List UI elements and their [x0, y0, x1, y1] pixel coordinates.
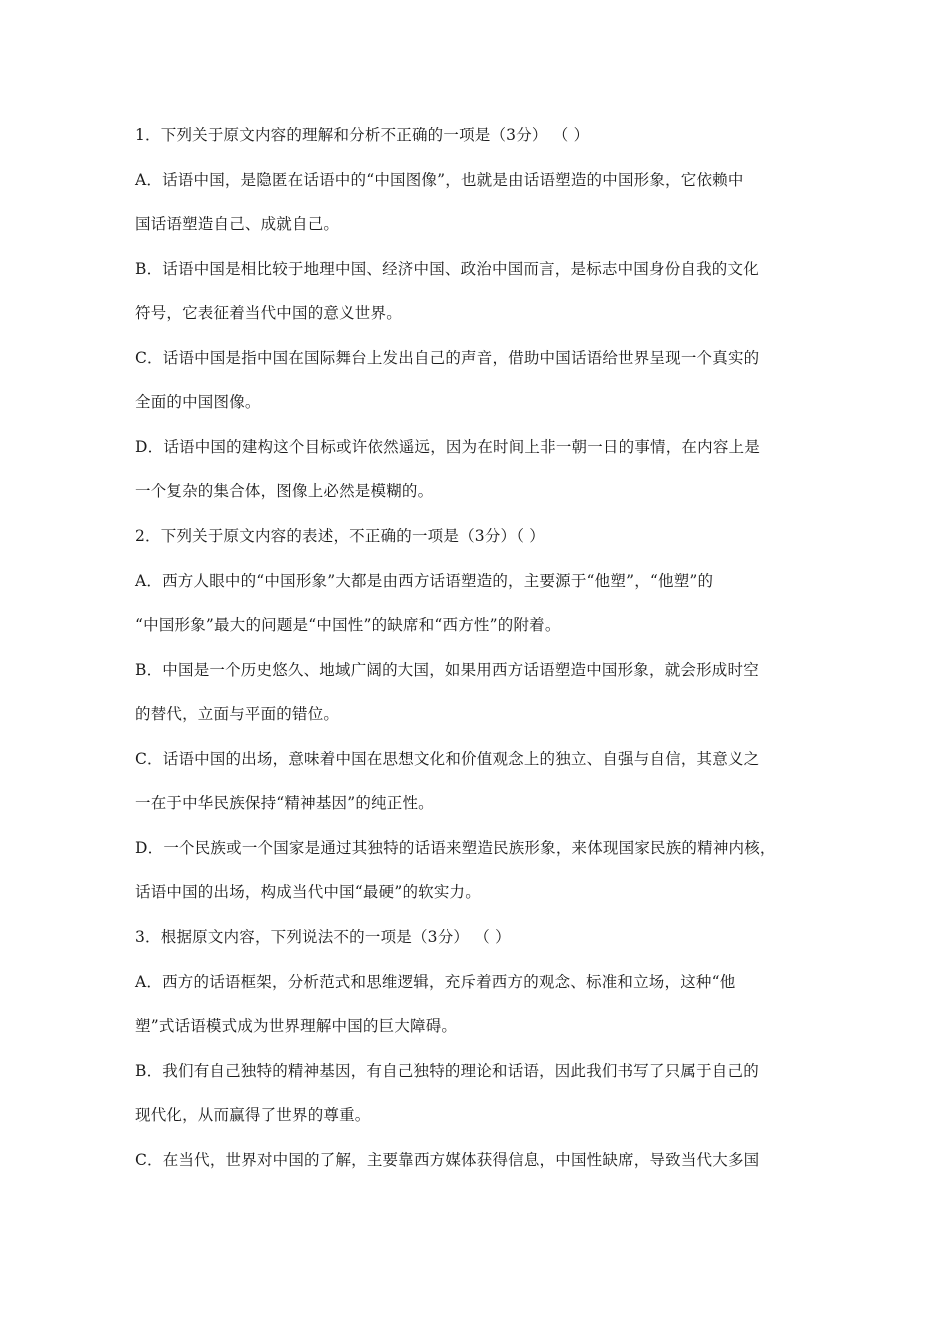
- question-2-stem: 2．下列关于原文内容的表述，不正确的一项是（3分）（ ）: [135, 527, 546, 545]
- question-1-option-d: [135, 436, 825, 502]
- question-2-option-a: [135, 570, 825, 636]
- option-line: C．在当代，世界对中国的了解，主要靠西方媒体获得信息，中国性缺席，导致当代大多国: [135, 1151, 760, 1169]
- question-1-stem: 1．下列关于原文内容的理解和分析不正确的一项是（3分） （ ）: [135, 126, 590, 144]
- option-line: “中国形象”最大的问题是“中国性”的缺席和“西方性”的附着。: [135, 616, 561, 634]
- option-line: 的替代，立面与平面的错位。: [135, 705, 340, 723]
- question-3-stem: 3．根据原文内容，下列说法不的一项是（3分） （ ）: [135, 928, 511, 946]
- question-1-option-a: [135, 169, 825, 235]
- question-list: [135, 124, 825, 1194]
- option-line: B．我们有自己独特的精神基因，有自己独特的理论和话语，因此我们书写了只属于自己的: [135, 1062, 759, 1080]
- option-line: D．话语中国的建构这个目标或许依然遥远，因为在时间上非一朝一日的事情，在内容上是: [135, 438, 760, 456]
- question-3-option-c: [135, 1149, 825, 1171]
- option-line: A．话语中国，是隐匿在话语中的“中国图像”，也就是由话语塑造的中国形象，它依赖中: [135, 171, 744, 189]
- question-3-option-a: [135, 971, 825, 1037]
- option-line: C．话语中国的出场，意味着中国在思想文化和价值观念上的独立、自强与自信，其意义之: [135, 750, 760, 768]
- option-line: C．话语中国是指中国在国际舞台上发出自己的声音，借助中国话语给世界呈现一个真实的: [135, 349, 760, 367]
- option-line: A．西方的话语框架，分析范式和思维逻辑，充斥着西方的观念、标准和立场，这种“他: [135, 973, 736, 991]
- question-1-option-c: [135, 347, 825, 413]
- option-line: 一在于中华民族保持“精神基因”的纯正性。: [135, 794, 434, 812]
- option-line: 现代化，从而赢得了世界的尊重。: [135, 1106, 371, 1124]
- option-line: 塑”式话语模式成为世界理解中国的巨大障碍。: [135, 1017, 458, 1035]
- option-line: B．话语中国是相比较于地理中国、经济中国、政治中国而言，是标志中国身份自我的文化: [135, 260, 759, 278]
- option-line: 一个复杂的集合体，图像上必然是模糊的。: [135, 482, 434, 500]
- option-line: 全面的中国图像。: [135, 393, 261, 411]
- question-3-option-b: [135, 1060, 825, 1126]
- option-line: B．中国是一个历史悠久、地域广阔的大国，如果用西方话语塑造中国形象，就会形成时空: [135, 661, 759, 679]
- question-2-option-c: [135, 748, 825, 814]
- option-line: 国话语塑造自己、成就自己。: [135, 215, 340, 233]
- question-2-option-d: [135, 837, 825, 903]
- option-line: A．西方人眼中的“中国形象”大都是由西方话语塑造的，主要源于“他塑”，“他塑”的: [135, 572, 714, 590]
- question-2-option-b: [135, 659, 825, 725]
- option-line: 符号，它表征着当代中国的意义世界。: [135, 304, 402, 322]
- question-1-option-b: [135, 258, 825, 324]
- option-line: 话语中国的出场，构成当代中国“最硬”的软实力。: [135, 883, 481, 901]
- option-line: D．一个民族或一个国家是通过其独特的话语来塑造民族形象，来体现国家民族的精神内核，: [135, 839, 776, 857]
